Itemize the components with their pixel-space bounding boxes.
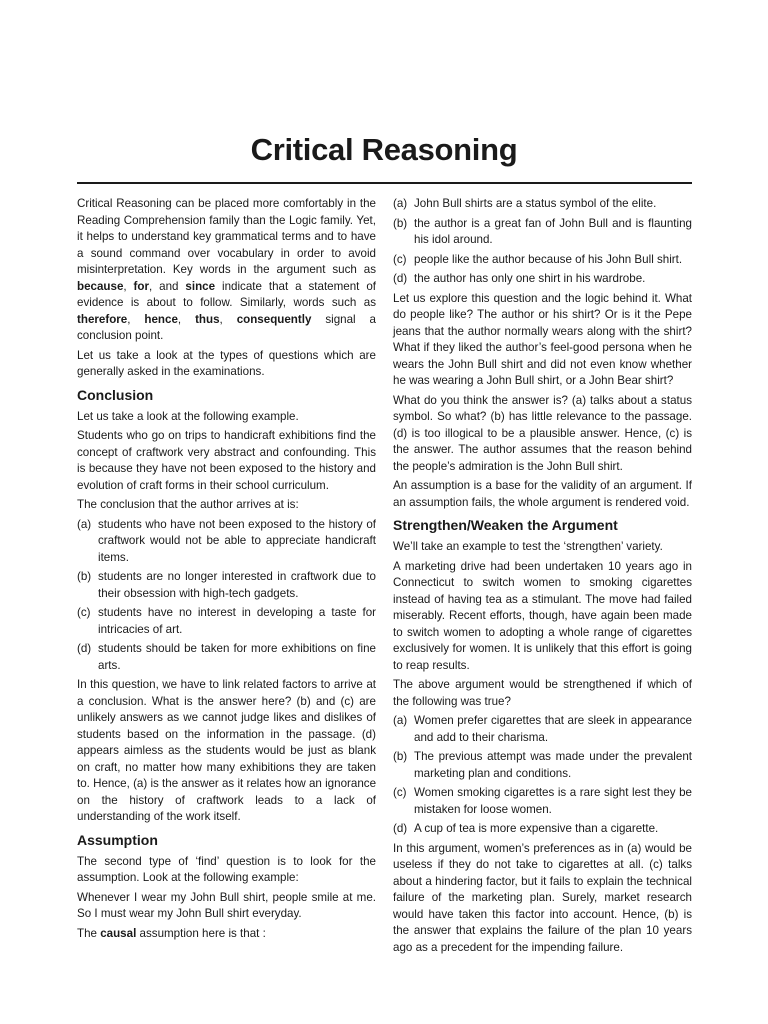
types-paragraph: Let us take a look at the types of questions which are generally asked in the examinations. <box>77 348 376 378</box>
right-column <box>393 196 692 959</box>
option-item: (c) students have no interest in developing a taste for intricacies of art. <box>77 606 376 636</box>
assumption-heading: Assumption <box>77 831 158 848</box>
conclusion-heading: Conclusion <box>77 386 154 403</box>
assumption-paragraph: The second type of ‘find’ question is to look for the assumption. Look at the following example: <box>77 854 376 884</box>
conclusion-paragraph: Students who go on trips to handicraft exhibitions find the concept of craftwork very abstract and confounding. This is because they have not been exposed to the history and evolution of craft forms in their school curriculum. <box>77 429 376 492</box>
strengthen-explanation: In this argument, women’s preferences as in (a) would be useless if they do not take to cigarettes at all. (c) talks about a hindering factor, but it fails to explain the technical failure of the marketing plan. Surely, market research would have taken this factor into account. Hence, (b) is the answer that explains the failure of the plan 10 years ago as a precedent for the impending failure. <box>393 841 692 954</box>
page-title: Critical Reasoning <box>250 132 518 167</box>
option-item: (d) students should be taken for more exhibitions on fine arts. <box>77 642 376 672</box>
strengthen-paragraph: We’ll take an example to test the ‘strengthen’ variety. <box>393 540 663 553</box>
strengthen-paragraph: A marketing drive had been undertaken 10 years ago in Connecticut to switch women to smoking cigarettes instead of having tea as a stimulant. The move had failed miserably. Recent efforts, though, have again been made to switch women to adopting a whole range of cigarettes exclusively for women. It is unlikely that this effort is going to reap results. <box>393 559 692 672</box>
option-item: (c) people like the author because of his John Bull shirt. <box>393 252 683 266</box>
conclusion-paragraph: The conclusion that the author arrives at is: <box>77 498 299 511</box>
option-item: (b) the author is a great fan of John Bull and is flaunting his idol around. <box>393 216 692 246</box>
conclusion-paragraph: Let us take a look at the following example. <box>77 409 299 423</box>
option-item: (a) John Bull shirts are a status symbol of the elite. <box>393 197 657 210</box>
option-item: (b) students are no longer interested in craftwork due to their obsession with high-tech gadgets. <box>77 570 376 600</box>
assumption-discussion: Let us explore this question and the logic behind it. What do people like? The author or his shirt? Or is it the Pepe jeans that the author normally wears along with the shirt? What if they liked the author’s feel-good persona when he wears the John Bull shirt and did not even know whether he was wearing a John Bull shirt, or a John Bear shirt? <box>393 291 692 387</box>
title-rule <box>77 182 692 184</box>
intro-paragraph: Critical Reasoning can be placed more comfortably in the Reading Comprehension family than the Logic family. Yet, it helps to understand key grammatical terms and to have a sound command over vocabulary in order to avoid misinterpretation. Key words in the argument such as because, for, and since indicate that a statement of evidence is about to follow. Similarly, words such as therefore, hence, thus, consequently signal a conclusion point. <box>77 197 376 342</box>
option-item: (c) Women smoking cigarettes is a rare sight lest they be mistaken for loose women. <box>393 786 692 816</box>
option-item: (d) the author has only one shirt in his wardrobe. <box>393 272 646 285</box>
option-item: (a) students who have not been exposed to the history of craftwork would not be able to appreciate handicraft items. <box>77 517 376 564</box>
assumption-answer: What do you think the answer is? (a) talks about a status symbol. So what? (b) has little relevance to the passage. (d) is too illogical to be a plausible answer. Hence, (c) is the answer. The author assumes that the reason behind the people’s admiration is the John Bull shirt. <box>393 393 692 473</box>
assumption-definition: An assumption is a base for the validity of an argument. If an assumption fails, the whole argument is rendered void. <box>393 479 692 509</box>
strengthen-paragraph: The above argument would be strengthened if which of the following was true? <box>393 678 692 708</box>
assumption-paragraph: The causal assumption here is that : <box>77 926 266 940</box>
strengthen-weaken-heading: Strengthen/Weaken the Argument <box>393 517 618 533</box>
option-item: (a) Women prefer cigarettes that are sleek in appearance and add to their charisma. <box>393 714 692 744</box>
option-item: (b) The previous attempt was made under the prevalent marketing plan and conditions. <box>393 750 692 780</box>
conclusion-explanation: In this question, we have to link related factors to arrive at a conclusion. What is the answer here? (b) and (c) are unlikely answers as we cannot judge likes and dislikes of students based on the information in the passage. (d) appears aimless as the students would be just as blank on craft, no matter how many exhibitions they are taken to. Hence, (a) is the answer as it relates how an ignorance on the history of craftwork leads to a lack of understanding of the work itself. <box>77 678 377 823</box>
option-item: (d) A cup of tea is more expensive than a cigarette. <box>393 822 659 835</box>
left-column <box>77 196 376 945</box>
assumption-paragraph: Whenever I wear my John Bull shirt, people smile at me. So I must wear my John Bull shirt everyday. <box>77 890 376 920</box>
